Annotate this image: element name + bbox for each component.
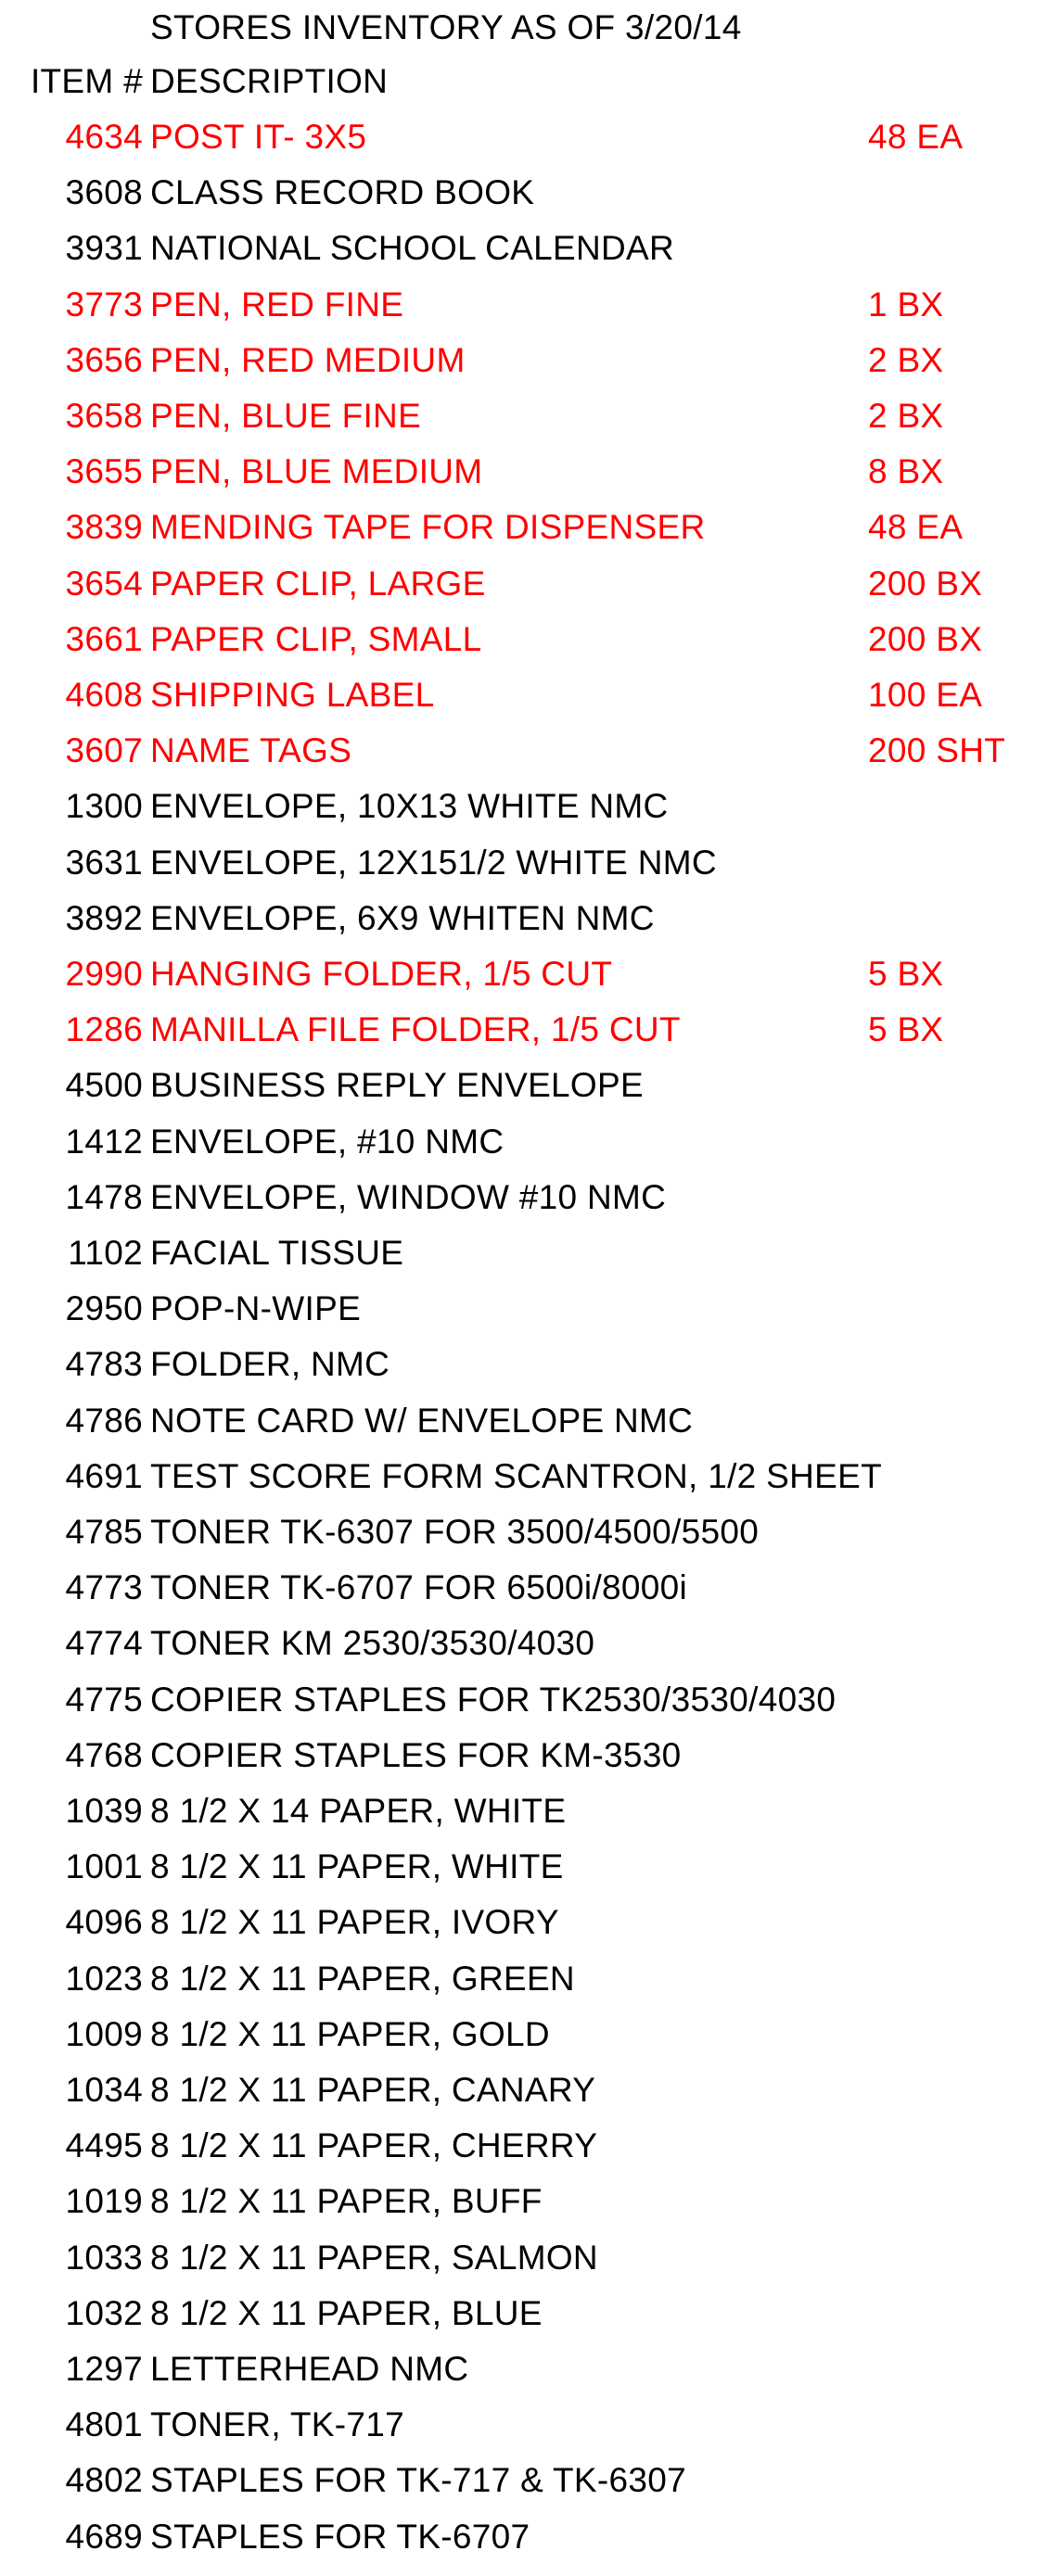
table-row	[0, 444, 1060, 500]
table-row	[0, 612, 1060, 667]
item-number: 4096	[65, 1903, 143, 1941]
table-row	[0, 500, 1060, 555]
table-row	[0, 1337, 1060, 1392]
table-row	[0, 835, 1060, 891]
item-description: ENVELOPE, 12X151/2 WHITE NMC	[150, 844, 717, 882]
item-description: ENVELOPE, 10X13 WHITE NMC	[150, 787, 669, 825]
table-row	[0, 779, 1060, 834]
table-row	[0, 1839, 1060, 1895]
item-number: 4689	[65, 2518, 143, 2556]
item-number: 3661	[65, 620, 143, 658]
item-description: 8 1/2 X 11 PAPER, CANARY	[150, 2071, 596, 2109]
table-row	[0, 2062, 1060, 2118]
table-row	[0, 1449, 1060, 1504]
item-description: POST IT- 3X5	[150, 118, 367, 156]
item-description: PEN, BLUE FINE	[150, 397, 422, 435]
item-number: 3658	[65, 397, 143, 435]
item-number: 1009	[65, 2015, 143, 2053]
item-number: 4500	[65, 1066, 143, 1104]
item-quantity: 2 BX	[868, 341, 944, 379]
item-description: PAPER CLIP, SMALL	[150, 620, 482, 658]
item-description: 8 1/2 X 11 PAPER, WHITE	[150, 1847, 564, 1885]
item-description: TONER, TK-717	[150, 2405, 404, 2443]
item-number: 1033	[65, 2239, 143, 2277]
item-quantity: 100 EA	[868, 676, 983, 714]
item-description: 8 1/2 X 11 PAPER, GOLD	[150, 2015, 550, 2053]
item-quantity: 5 BX	[868, 955, 944, 993]
item-description: 8 1/2 X 11 PAPER, GREEN	[150, 1960, 575, 1998]
item-number: 4691	[65, 1457, 143, 1495]
item-number: 2950	[65, 1289, 143, 1327]
item-description: COPIER STAPLES FOR TK2530/3530/4030	[150, 1681, 837, 1719]
table-row	[0, 1393, 1060, 1449]
table-row	[0, 165, 1060, 221]
item-number: 4495	[65, 2126, 143, 2164]
item-description: ENVELOPE, #10 NMC	[150, 1123, 504, 1161]
item-number: 3773	[65, 286, 143, 324]
table-row	[0, 333, 1060, 388]
table-row	[0, 1672, 1060, 1728]
item-description: 8 1/2 X 14 PAPER, WHITE	[150, 1792, 567, 1830]
item-description: STAPLES FOR TK-6707	[150, 2518, 530, 2556]
item-number: 4783	[65, 1345, 143, 1383]
item-number: 4774	[65, 1624, 143, 1662]
table-row	[0, 2341, 1060, 2397]
table-row	[0, 1225, 1060, 1281]
table-row	[0, 2286, 1060, 2341]
table-row	[0, 1170, 1060, 1225]
table-row	[0, 388, 1060, 444]
item-description: TEST SCORE FORM SCANTRON, 1/2 SHEET	[150, 1457, 882, 1495]
table-row	[0, 1560, 1060, 1616]
table-row	[0, 109, 1060, 165]
item-number: 4608	[65, 676, 143, 714]
item-number: 3892	[65, 899, 143, 937]
item-quantity: 48 EA	[868, 118, 964, 156]
table-row	[0, 946, 1060, 1002]
item-number: 3656	[65, 341, 143, 379]
item-number: 3607	[65, 731, 143, 769]
item-description: COPIER STAPLES FOR KM-3530	[150, 1736, 682, 1774]
item-number: 1286	[65, 1010, 143, 1048]
table-row	[0, 277, 1060, 333]
table-row	[0, 1951, 1060, 2007]
item-description: MANILLA FILE FOLDER, 1/5 CUT	[150, 1010, 681, 1048]
table-row	[0, 1728, 1060, 1783]
item-number: 1032	[65, 2294, 143, 2332]
item-description: FACIAL TISSUE	[150, 1234, 404, 1272]
item-description: TONER KM 2530/3530/4030	[150, 1624, 595, 1662]
item-description: 8 1/2 X 11 PAPER, BLUE	[150, 2294, 543, 2332]
table-row	[0, 2230, 1060, 2286]
item-number: 1023	[65, 1960, 143, 1998]
item-number: 3931	[65, 229, 143, 267]
item-number: 4785	[65, 1513, 143, 1551]
table-row	[0, 2007, 1060, 2062]
item-description: FOLDER, NMC	[150, 1345, 390, 1383]
item-description: POP-N-WIPE	[150, 1289, 362, 1327]
item-description: 8 1/2 X 11 PAPER, SALMON	[150, 2239, 598, 2277]
item-description: TONER TK-6307 FOR 3500/4500/5500	[150, 1513, 760, 1551]
table-row	[0, 667, 1060, 723]
item-number: 4775	[65, 1681, 143, 1719]
item-quantity: 200 BX	[868, 620, 983, 658]
item-quantity: 8 BX	[868, 452, 944, 490]
item-description: MENDING TAPE FOR DISPENSER	[150, 508, 706, 546]
table-row	[0, 556, 1060, 612]
item-description: 8 1/2 X 11 PAPER, BUFF	[150, 2182, 543, 2220]
table-row	[0, 2118, 1060, 2174]
item-number: 1297	[65, 2350, 143, 2388]
table-row	[0, 1504, 1060, 1560]
item-description: CLASS RECORD BOOK	[150, 173, 535, 211]
item-description: NAME TAGS	[150, 731, 352, 769]
table-row	[0, 1114, 1060, 1170]
item-quantity: 200 BX	[868, 565, 983, 603]
item-number: 1001	[65, 1847, 143, 1885]
item-quantity: 2 BX	[868, 397, 944, 435]
item-number: 4773	[65, 1568, 143, 1606]
item-number: 1034	[65, 2071, 143, 2109]
header-row	[0, 54, 1060, 109]
item-number: 1102	[68, 1234, 143, 1272]
item-number: 4634	[65, 118, 143, 156]
table-row	[0, 1616, 1060, 1671]
table-row	[0, 1895, 1060, 1950]
item-number: 2990	[65, 955, 143, 993]
table-row	[0, 1058, 1060, 1113]
item-number: 4801	[65, 2405, 143, 2443]
item-quantity: 48 EA	[868, 508, 964, 546]
table-row	[0, 2453, 1060, 2508]
item-number: 4786	[65, 1402, 143, 1440]
item-number: 1300	[65, 787, 143, 825]
item-number: 1478	[65, 1178, 143, 1216]
item-number: 3631	[65, 844, 143, 882]
item-description: TONER TK-6707 FOR 6500i/8000i	[150, 1568, 688, 1606]
table-row	[0, 891, 1060, 946]
item-number: 1412	[65, 1123, 143, 1161]
item-description: NOTE CARD W/ ENVELOPE NMC	[150, 1402, 694, 1440]
table-row	[0, 723, 1060, 779]
item-description: PEN, BLUE MEDIUM	[150, 452, 483, 490]
item-description: PAPER CLIP, LARGE	[150, 565, 486, 603]
item-quantity: 200 SHT	[868, 731, 1006, 769]
item-quantity: 5 BX	[868, 1010, 944, 1048]
item-description: 8 1/2 X 11 PAPER, CHERRY	[150, 2126, 598, 2164]
item-number: 3655	[65, 452, 143, 490]
item-number: 4802	[65, 2461, 143, 2499]
item-number: 1019	[65, 2182, 143, 2220]
table-row	[0, 2174, 1060, 2229]
table-row	[0, 1002, 1060, 1058]
item-description: NATIONAL SCHOOL CALENDAR	[150, 229, 675, 267]
table-row	[0, 1783, 1060, 1839]
item-number: 3654	[65, 565, 143, 603]
item-description: PEN, RED MEDIUM	[150, 341, 466, 379]
item-description: SHIPPING LABEL	[150, 676, 435, 714]
item-number: 1039	[65, 1792, 143, 1830]
table-row	[0, 2509, 1060, 2565]
item-description: LETTERHEAD NMC	[150, 2350, 469, 2388]
item-description: 8 1/2 X 11 PAPER, IVORY	[150, 1903, 559, 1941]
item-description: HANGING FOLDER, 1/5 CUT	[150, 955, 613, 993]
item-description: BUSINESS REPLY ENVELOPE	[150, 1066, 644, 1104]
item-number: 3608	[65, 173, 143, 211]
item-quantity: 1 BX	[868, 286, 944, 324]
item-number-header: ITEM #	[30, 62, 143, 100]
item-description: ENVELOPE, 6X9 WHITEN NMC	[150, 899, 655, 937]
description-header: DESCRIPTION	[150, 62, 389, 100]
item-number: 4768	[65, 1736, 143, 1774]
item-description: PEN, RED FINE	[150, 286, 404, 324]
sheet-title: STORES INVENTORY AS OF 3/20/14	[150, 8, 742, 46]
item-number: 3839	[65, 508, 143, 546]
table-row	[0, 221, 1060, 276]
item-description: STAPLES FOR TK-717 & TK-6307	[150, 2461, 687, 2499]
table-row	[0, 2397, 1060, 2453]
table-row	[0, 1281, 1060, 1337]
item-description: ENVELOPE, WINDOW #10 NMC	[150, 1178, 667, 1216]
